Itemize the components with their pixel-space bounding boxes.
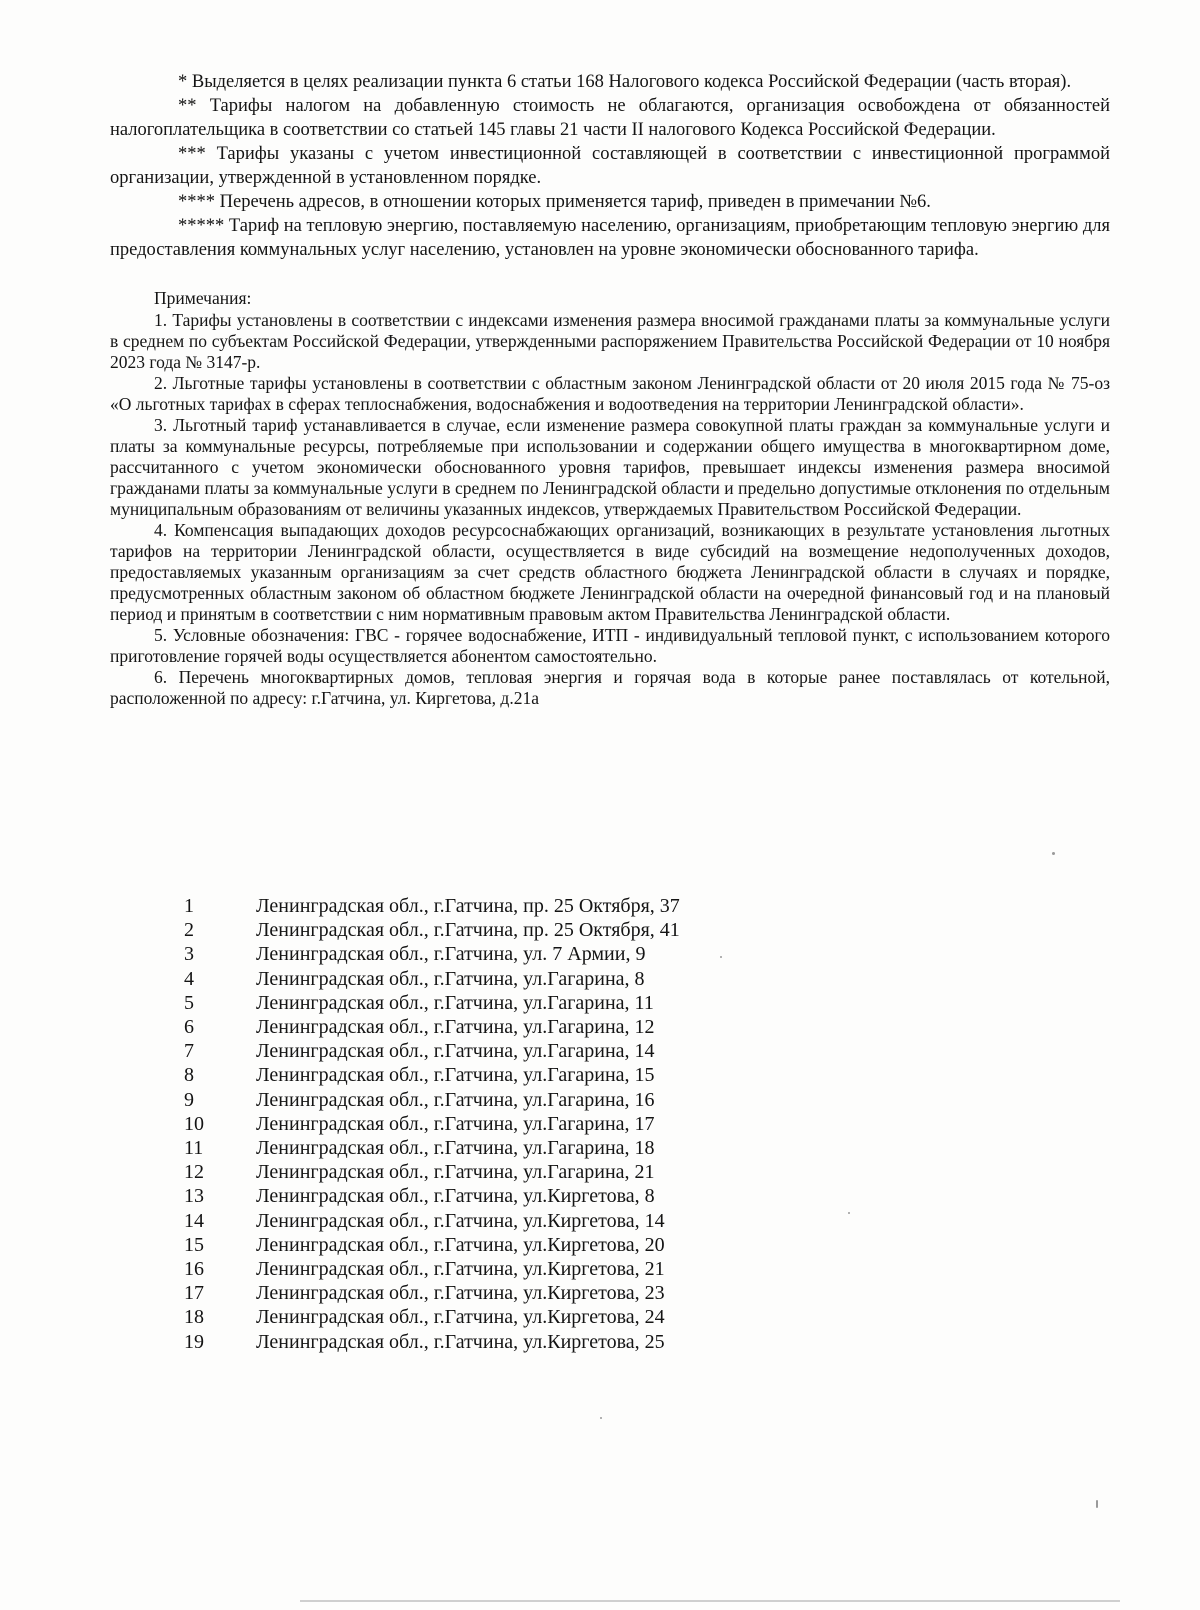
note-item-5: 5. Условные обозначения: ГВС - горячее водоснабжение, ИТП - индивидуальный тепловой пункт, с использованием которого приготовление горячей воды осуществляется абонентом самостоятельно. — [110, 625, 1110, 666]
address-text: Ленинградская обл., г.Гатчина, пр. 25 Октября, 37 — [256, 895, 680, 917]
address-row — [184, 1039, 884, 1063]
address-text: Ленинградская обл., г.Гатчина, ул.Гагарина, 8 — [256, 967, 645, 990]
address-text: Ленинградская обл., г.Гатчина, ул. 7 Армии, 9 — [256, 943, 646, 966]
address-text: Ленинградская обл., г.Гатчина, ул.Гагарина, 15 — [256, 1064, 655, 1087]
footnote-1: * Выделяется в целях реализации пункта 6 статьи 168 Налогового кодекса Российской Федерации (часть вторая). — [178, 72, 1072, 92]
address-number: 14 — [184, 1209, 204, 1232]
address-row — [184, 1184, 884, 1208]
address-text: Ленинградская обл., г.Гатчина, ул.Гагарина, 21 — [256, 1161, 655, 1184]
address-text: Ленинградская обл., г.Гатчина, ул.Киргетова, 23 — [256, 1282, 665, 1305]
address-row — [184, 1233, 884, 1257]
address-number: 15 — [184, 1233, 204, 1256]
address-text: Ленинградская обл., г.Гатчина, ул.Гагарина, 18 — [256, 1137, 655, 1160]
address-number: 4 — [184, 967, 194, 990]
address-row — [184, 1257, 884, 1281]
address-number: 12 — [184, 1161, 204, 1184]
address-number: 9 — [184, 1088, 194, 1111]
note-item-4: 4. Компенсация выпадающих доходов ресурсоснабжающих организаций, возникающих в результате установления льготных тарифов на территории Ленинградской области, осуществляется в виде субсидий на возмещение недополученных доходов, предоставляемых указанным организациям за счет средств областного бюджета Ленинградской области в случаях и порядке, предусмотренных областным законом об областном бюджете Ленинградской области на очередной финансовый год и на плановый период и принятым в соответствии с ним нормативным правовым актом Правительства Ленинградской области. — [110, 520, 1110, 624]
address-number: 5 — [184, 991, 194, 1014]
scan-speck — [1052, 852, 1055, 855]
address-text: Ленинградская обл., г.Гатчина, пр. 25 Октября, 41 — [256, 919, 680, 942]
address-number: 2 — [184, 919, 194, 942]
address-text: Ленинградская обл., г.Гатчина, ул.Гагарина, 17 — [256, 1112, 655, 1135]
scan-speck — [1096, 1500, 1098, 1508]
notes-section — [110, 288, 1110, 709]
address-row — [184, 1160, 884, 1184]
address-text: Ленинградская обл., г.Гатчина, ул.Гагарина, 16 — [256, 1088, 655, 1111]
address-number: 18 — [184, 1306, 204, 1329]
address-number: 17 — [184, 1282, 204, 1305]
address-text: Ленинградская обл., г.Гатчина, ул.Гагарина, 14 — [256, 1040, 655, 1063]
page-bottom-edge — [300, 1600, 1120, 1602]
scan-speck — [848, 1212, 850, 1214]
address-row — [184, 1015, 884, 1039]
note-item-1: 1. Тарифы установлены в соответствии с индексами изменения размера вносимой гражданами платы за коммунальные услуги в среднем по субъектам Российской Федерации, утвержденными распоряжением Правительства Российской Федерации от 10 ноября 2023 года № 3147-р. — [110, 310, 1110, 372]
address-row — [184, 1088, 884, 1112]
address-row — [184, 894, 884, 918]
notes-title: Примечания: — [154, 288, 252, 308]
address-row — [184, 942, 884, 966]
scan-speck — [600, 1417, 602, 1419]
address-row — [184, 1209, 884, 1233]
address-number: 1 — [184, 895, 194, 917]
note-item-2: 2. Льготные тарифы установлены в соответствии с областным законом Ленинградской области от 20 июля 2015 года № 75-оз «О льготных тарифах в сферах теплоснабжения, водоснабжения и водоотведения на территории Ленинградской области». — [110, 373, 1110, 414]
address-number: 3 — [184, 943, 194, 966]
address-row — [184, 991, 884, 1015]
address-number: 19 — [184, 1330, 204, 1353]
footnote-2: ** Тарифы налогом на добавленную стоимость не облагаются, организация освобождена от обязанностей налогоплательщика в соответствии со статьей 145 главы 21 части II налогового Кодекса Российской Федерации. — [110, 96, 1110, 140]
address-row — [184, 1063, 884, 1087]
address-number: 13 — [184, 1185, 204, 1208]
footnote-3: *** Тарифы указаны с учетом инвестиционной составляющей в соответствии с инвестиционной программой организации, утвержденной в установленном порядке. — [110, 144, 1110, 188]
address-text: Ленинградская обл., г.Гатчина, ул.Киргетова, 21 — [256, 1258, 665, 1281]
address-text: Ленинградская обл., г.Гатчина, ул.Гагарина, 12 — [256, 1016, 655, 1039]
address-text: Ленинградская обл., г.Гатчина, ул.Киргетова, 8 — [256, 1185, 655, 1208]
address-text: Ленинградская обл., г.Гатчина, ул.Киргетова, 24 — [256, 1306, 665, 1329]
note-item-3: 3. Льготный тариф устанавливается в случае, если изменение размера совокупной платы граждан за коммунальные услуги и платы за коммунальные ресурсы, потребляемые при использовании и содержании общего имущества в многоквартирном доме, рассчитанного с учетом экономически обоснованного уровня тарифов, превышает индексы изменения размера вносимой гражданами платы за коммунальные услуги в среднем по Ленинградской области и предельно допустимые отклонения по отдельным муниципальным образованиям от величины указанных индексов, утверждаемых Правительством Российской Федерации. — [110, 415, 1110, 519]
address-row — [184, 1136, 884, 1160]
address-row — [184, 1281, 884, 1305]
address-row — [184, 1330, 884, 1354]
document-body — [110, 70, 1110, 709]
address-text: Ленинградская обл., г.Гатчина, ул.Киргетова, 14 — [256, 1209, 665, 1232]
address-number: 8 — [184, 1064, 194, 1087]
address-text: Ленинградская обл., г.Гатчина, ул.Гагарина, 11 — [256, 991, 654, 1014]
address-row — [184, 918, 884, 942]
footnotes — [110, 70, 1110, 262]
footnote-4: **** Перечень адресов, в отношении которых применяется тариф, приведен в примечании №6. — [178, 192, 931, 212]
address-number: 16 — [184, 1258, 204, 1281]
address-text: Ленинградская обл., г.Гатчина, ул.Киргетова, 25 — [256, 1330, 665, 1353]
address-row — [184, 1305, 884, 1329]
address-number: 7 — [184, 1040, 194, 1063]
address-row — [184, 967, 884, 991]
scan-speck — [720, 956, 722, 958]
address-number: 6 — [184, 1016, 194, 1039]
address-number: 11 — [184, 1137, 204, 1160]
address-list — [184, 894, 884, 1354]
address-row — [184, 1112, 884, 1136]
address-text: Ленинградская обл., г.Гатчина, ул.Киргетова, 20 — [256, 1233, 665, 1256]
note-item-6: 6. Перечень многоквартирных домов, тепловая энергия и горячая вода в которые ранее поставлялась от котельной, расположенной по адресу: г.Гатчина, ул. Киргетова, д.21а — [110, 667, 1110, 708]
address-number: 10 — [184, 1112, 204, 1135]
footnote-5: ***** Тариф на тепловую энергию, поставляемую населению, организациям, приобретающим тепловую энергию для предоставления коммунальных услуг населению, установлен на уровне экономически обоснованного тарифа. — [110, 216, 1110, 260]
